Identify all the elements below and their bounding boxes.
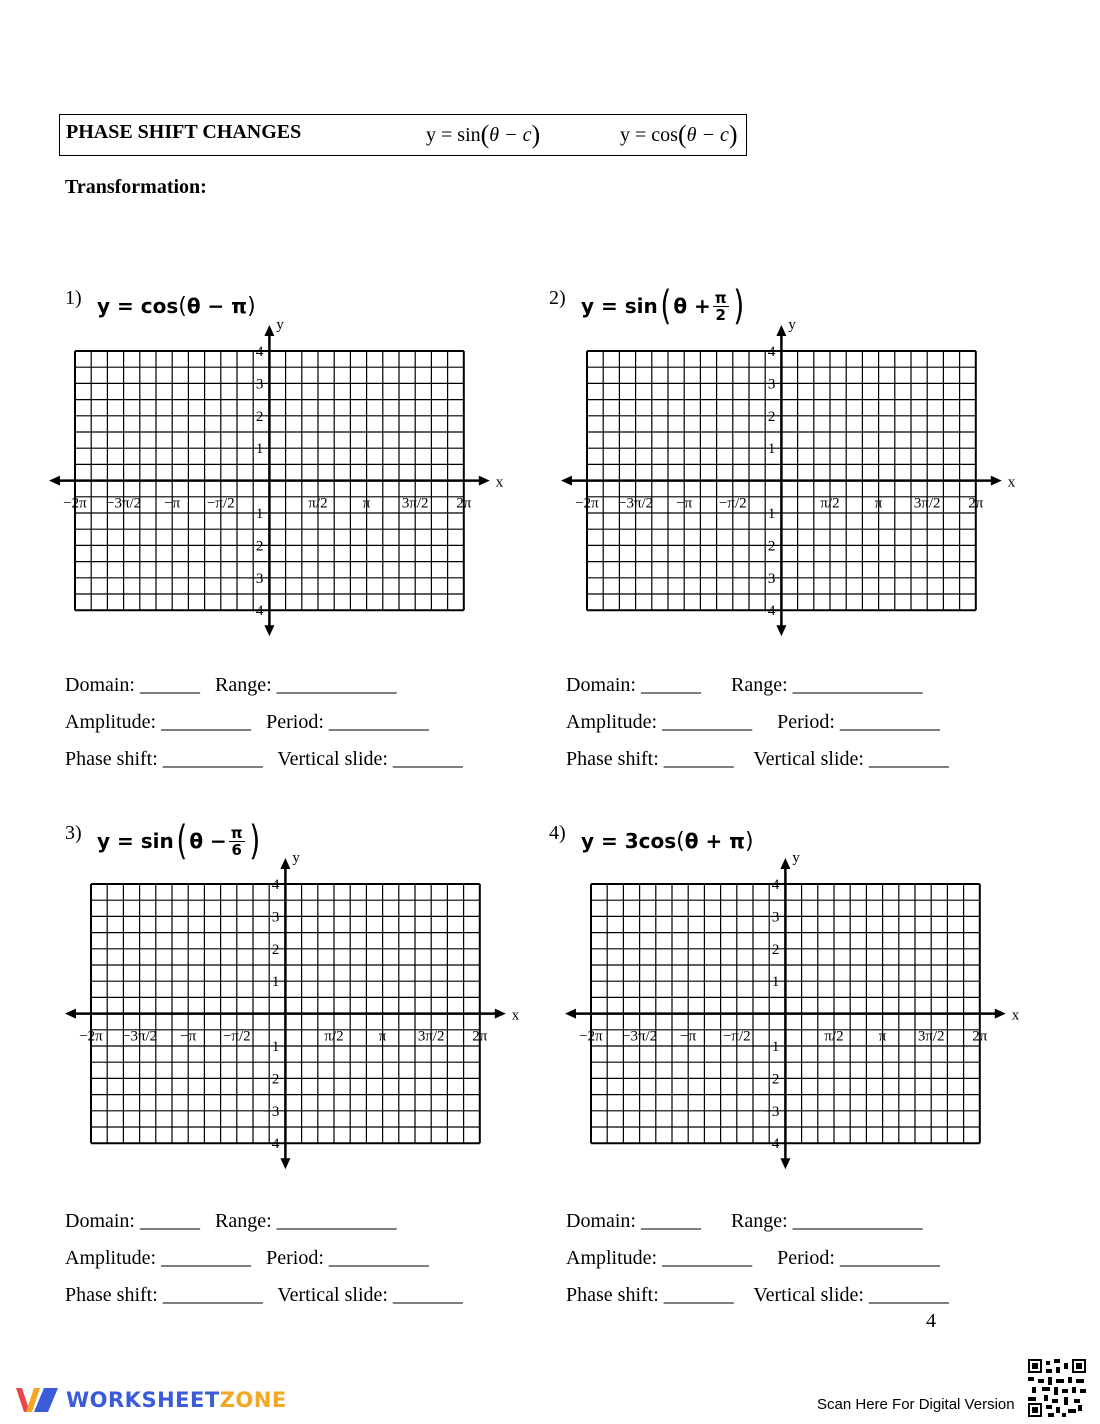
- x-tick-label: −3π/2: [105, 495, 142, 512]
- worksheet-title: PHASE SHIFT CHANGES: [66, 121, 302, 143]
- x-tick-label: −3π/2: [121, 1028, 158, 1045]
- x-tick-label: −2π: [579, 1028, 603, 1045]
- x-tick-label: 2π: [968, 495, 984, 512]
- answer-line-phase-vertical[interactable]: Phase shift: _______ Vertical slide: ________: [566, 748, 949, 770]
- equation-argument: θ +: [673, 294, 711, 318]
- y-tick-label: 3: [767, 376, 776, 393]
- y-tick-label: 2: [771, 941, 780, 958]
- y-axis-label: y: [788, 317, 796, 333]
- x-tick-label: 3π/2: [401, 495, 429, 512]
- y-tick-label: −2: [247, 538, 264, 555]
- y-tick-label: −1: [247, 506, 264, 522]
- y-axis-down-arrow-icon: [776, 625, 786, 636]
- x-axis-right-arrow-icon: [495, 1009, 506, 1019]
- equation-prefix: y = 3cos: [581, 829, 677, 853]
- x-tick-label: 3π/2: [917, 1028, 945, 1045]
- x-tick-label: −π: [676, 495, 693, 512]
- answer-line-phase-vertical[interactable]: Phase shift: __________ Vertical slide: _______: [65, 1284, 463, 1306]
- x-axis-label: x: [495, 474, 504, 491]
- x-tick-label: 2π: [456, 495, 472, 512]
- y-tick-label: −4: [263, 1136, 280, 1153]
- y-tick-label: 4: [767, 344, 776, 360]
- x-tick-label: −π: [180, 1028, 197, 1045]
- x-tick-label: −π: [164, 495, 181, 512]
- y-tick-label: 3: [771, 909, 780, 926]
- y-tick-label: 3: [271, 909, 280, 926]
- x-tick-label: 2π: [972, 1028, 988, 1045]
- x-tick-label: −π: [680, 1028, 697, 1045]
- y-axis-down-arrow-icon: [280, 1158, 290, 1169]
- x-tick-label: π: [378, 1028, 387, 1045]
- answer-line-amplitude-period[interactable]: Amplitude: _________ Period: __________: [65, 1247, 429, 1269]
- x-axis-label: x: [1007, 474, 1016, 491]
- x-tick-label: −π/2: [718, 495, 747, 512]
- y-tick-label: −4: [759, 603, 776, 620]
- y-axis-down-arrow-icon: [264, 625, 274, 636]
- x-axis-left-arrow-icon: [49, 476, 60, 486]
- equation-argument: θ − π: [186, 294, 248, 318]
- transformation-label: Transformation:: [65, 176, 207, 198]
- y-tick-label: −3: [263, 1103, 280, 1120]
- x-tick-label: π: [362, 495, 371, 512]
- x-tick-label: −π/2: [206, 495, 235, 512]
- y-tick-label: −1: [759, 506, 776, 522]
- x-tick-label: −π/2: [722, 1028, 751, 1045]
- answer-line-domain-range[interactable]: Domain: ______ Range: ____________: [65, 1210, 397, 1232]
- x-tick-label: −2π: [63, 495, 87, 512]
- fraction-denominator: 6: [231, 840, 242, 859]
- y-tick-label: −3: [759, 570, 776, 587]
- equation-prefix: y = sin: [97, 829, 174, 853]
- problem-number: 4): [549, 822, 566, 844]
- header-box: [59, 114, 747, 156]
- y-axis-label: y: [276, 317, 284, 333]
- problem-number: 1): [65, 287, 82, 309]
- coordinate-grid[interactable]: [47, 311, 507, 641]
- qr-code-icon[interactable]: [1028, 1359, 1086, 1417]
- fraction-denominator: 2: [715, 305, 726, 324]
- y-tick-label: 4: [271, 877, 280, 893]
- problem-equation: y = 3cos ( θ + π ): [581, 828, 754, 854]
- y-axis-down-arrow-icon: [780, 1158, 790, 1169]
- fraction-numerator: π: [230, 823, 243, 842]
- answer-line-domain-range[interactable]: Domain: ______ Range: _____________: [566, 674, 923, 696]
- y-tick-label: −2: [263, 1071, 280, 1088]
- x-axis-right-arrow-icon: [479, 476, 490, 486]
- y-tick-label: 1: [767, 441, 776, 458]
- y-axis-up-arrow-icon: [776, 325, 786, 336]
- coordinate-grid[interactable]: [559, 311, 1019, 641]
- answer-line-phase-vertical[interactable]: Phase shift: _______ Vertical slide: ________: [566, 1284, 949, 1306]
- y-tick-label: −1: [763, 1039, 780, 1055]
- scan-text: Scan Here For Digital Version: [817, 1396, 1015, 1413]
- fraction-numerator: π: [714, 288, 727, 307]
- x-tick-label: π/2: [824, 1028, 844, 1045]
- y-tick-label: −3: [247, 570, 264, 587]
- y-tick-label: −2: [759, 538, 776, 555]
- y-tick-label: 4: [255, 344, 264, 360]
- logo-text-zone: ZONE: [219, 1388, 287, 1412]
- problem-equation: y = sin ( θ + $\frac{\pi}{2}$ ): [581, 283, 744, 329]
- answer-line-phase-vertical[interactable]: Phase shift: __________ Vertical slide: _______: [65, 748, 463, 770]
- y-tick-label: 1: [255, 441, 264, 458]
- cosine-formula-prefix: y = cos: [620, 124, 678, 146]
- sine-formula: y = sin(θ − c): [426, 120, 541, 149]
- y-tick-label: 2: [767, 408, 776, 425]
- y-tick-label: 1: [271, 974, 280, 991]
- problem-equation: y = sin ( θ − $\frac{\pi}{6}$ ): [97, 818, 260, 864]
- coordinate-grid[interactable]: [563, 844, 1023, 1174]
- worksheetzone-logo[interactable]: [14, 1384, 287, 1416]
- x-tick-label: π: [874, 495, 883, 512]
- y-axis-up-arrow-icon: [780, 858, 790, 869]
- y-tick-label: −3: [763, 1103, 780, 1120]
- y-axis-up-arrow-icon: [264, 325, 274, 336]
- y-tick-label: 1: [771, 974, 780, 991]
- equation-argument: θ + π: [684, 829, 745, 853]
- y-tick-label: −1: [263, 1039, 280, 1055]
- sine-formula-argument: θ − c: [489, 124, 532, 146]
- y-axis-label: y: [792, 850, 800, 866]
- x-tick-label: −2π: [79, 1028, 103, 1045]
- x-tick-label: 3π/2: [913, 495, 941, 512]
- problem-number: 3): [65, 822, 82, 844]
- x-axis-left-arrow-icon: [565, 1009, 576, 1019]
- problem-equation: y = cos ( θ − π ): [97, 293, 256, 319]
- problem-number: 2): [549, 287, 566, 309]
- x-axis-right-arrow-icon: [991, 476, 1002, 486]
- y-tick-label: −2: [763, 1071, 780, 1088]
- y-axis-up-arrow-icon: [280, 858, 290, 869]
- answer-line-amplitude-period[interactable]: Amplitude: _________ Period: __________: [65, 711, 429, 733]
- cosine-formula: y = cos(θ − c): [620, 120, 738, 149]
- answer-line-amplitude-period[interactable]: Amplitude: _________ Period: __________: [566, 1247, 940, 1269]
- x-tick-label: −π/2: [222, 1028, 251, 1045]
- x-tick-label: π/2: [820, 495, 840, 512]
- equation-prefix: y = sin: [581, 294, 658, 318]
- answer-line-domain-range[interactable]: Domain: ______ Range: ____________: [65, 674, 397, 696]
- y-tick-label: 4: [771, 877, 780, 893]
- y-tick-label: 2: [271, 941, 280, 958]
- x-axis-label: x: [1011, 1007, 1020, 1024]
- x-axis-left-arrow-icon: [561, 476, 572, 486]
- x-tick-label: −2π: [575, 495, 599, 512]
- x-axis-label: x: [511, 1007, 520, 1024]
- x-tick-label: π/2: [308, 495, 328, 512]
- x-tick-label: 2π: [472, 1028, 488, 1045]
- x-tick-label: 3π/2: [417, 1028, 445, 1045]
- y-tick-label: 3: [255, 376, 264, 393]
- answer-line-amplitude-period[interactable]: Amplitude: _________ Period: __________: [566, 711, 940, 733]
- x-axis-left-arrow-icon: [65, 1009, 76, 1019]
- cosine-formula-argument: θ − c: [686, 124, 729, 146]
- w-logo-icon: [14, 1384, 60, 1416]
- answer-line-domain-range[interactable]: Domain: ______ Range: _____________: [566, 1210, 923, 1232]
- equation-argument: θ −: [189, 829, 227, 853]
- x-tick-label: π: [878, 1028, 887, 1045]
- x-tick-label: −3π/2: [621, 1028, 658, 1045]
- x-tick-label: π/2: [324, 1028, 344, 1045]
- y-tick-label: 2: [255, 408, 264, 425]
- sine-formula-prefix: y = sin: [426, 124, 481, 146]
- equation-prefix: y = cos: [97, 294, 179, 318]
- y-tick-label: −4: [247, 603, 264, 620]
- y-axis-label: y: [292, 850, 300, 866]
- x-axis-right-arrow-icon: [995, 1009, 1006, 1019]
- logo-text-worksheet: WORKSHEET: [66, 1388, 220, 1412]
- x-tick-label: −3π/2: [617, 495, 654, 512]
- page-number: 4: [926, 1310, 936, 1332]
- y-tick-label: −4: [763, 1136, 780, 1153]
